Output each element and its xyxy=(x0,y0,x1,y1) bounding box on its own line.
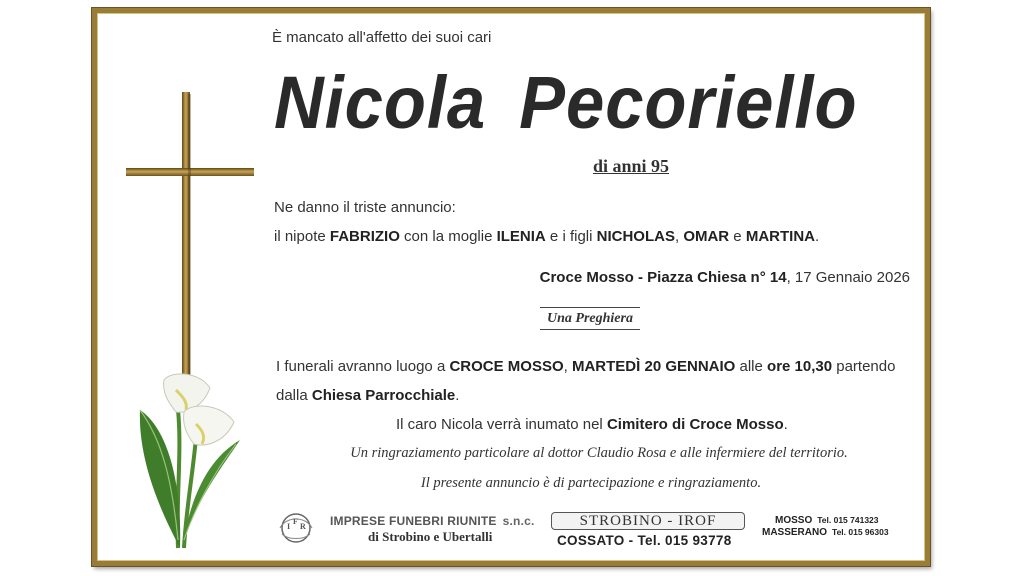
logo-letter-r: R xyxy=(300,522,306,531)
burial-line: Il caro Nicola verrà inumato nel Cimitero di Croce Mosso. xyxy=(396,416,788,433)
masserano-phone: MASSERANO Tel. 015 96303 xyxy=(762,527,889,538)
announce-line-1: Ne danno il triste annuncio: xyxy=(274,199,456,216)
announce-line-2: il nipote FABRIZIO con la moglie ILENIA e i figli NICHOLAS, OMAR e MARTINA. xyxy=(274,228,820,245)
irof-logo xyxy=(276,512,316,544)
place-date: Croce Mosso - Piazza Chiesa n° 14, 17 Gennaio 2026 xyxy=(539,269,910,286)
funeral-line-2: dalla Chiesa Parrocchiale. xyxy=(276,387,460,404)
logo-letter-i: I xyxy=(287,522,291,531)
company-name: IMPRESE FUNEBRI RIUNITE s.n.c. xyxy=(330,514,535,528)
cossato-phone: COSSATO - Tel. 015 93778 xyxy=(557,533,732,548)
age-text: di anni 95 xyxy=(592,156,670,176)
notice-text: Il presente annuncio è di partecipazione e ringraziamento. xyxy=(420,475,762,491)
intro-text: È mancato all'affetto dei suoi cari xyxy=(272,29,492,46)
funeral-line-1: I funerali avranno luogo a CROCE MOSSO, MARTEDÌ 20 GENNAIO alle ore 10,30 partendo xyxy=(276,358,896,375)
logo-letter-f: F xyxy=(293,517,298,526)
thanks-text: Un ringraziamento particolare al dottor Claudio Rosa e alle infermiere del territorio. xyxy=(350,445,848,461)
mosso-phone: MOSSO Tel. 015 741323 xyxy=(775,515,879,526)
brand-box: STROBINO - IROF xyxy=(551,512,745,530)
deceased-name: Nicola Pecoriello xyxy=(274,61,858,144)
company-subtitle: di Strobino e Ubertalli xyxy=(368,529,493,544)
prayer-label: Una Preghiera xyxy=(540,307,640,330)
cross-icon xyxy=(126,92,254,392)
